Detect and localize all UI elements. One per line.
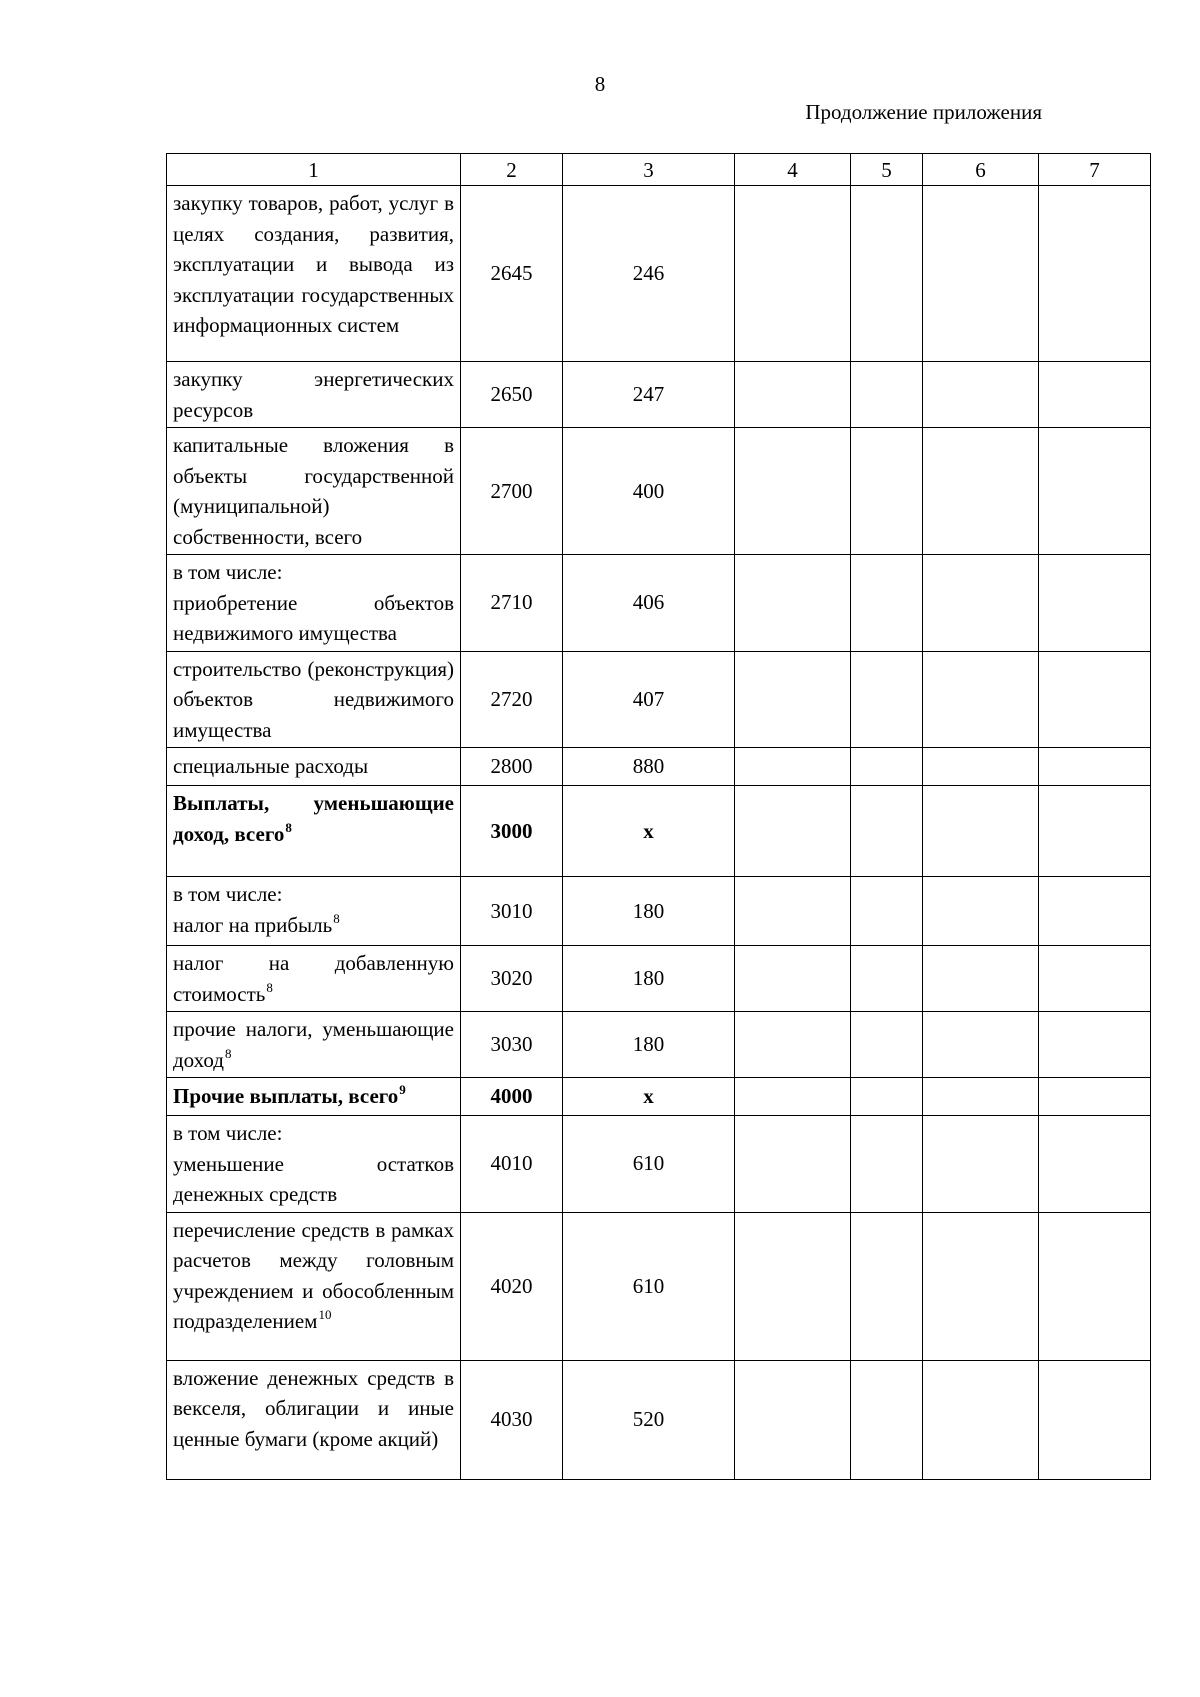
row-label-cell: [167, 1212, 461, 1360]
row-label: [173, 910, 454, 941]
table-row: [167, 748, 1151, 786]
page-number: 8: [594, 72, 606, 96]
row-code-cell: 2650: [461, 362, 563, 428]
row-label: [173, 1149, 454, 1210]
empty-value-cell: [1039, 1116, 1151, 1213]
empty-value-cell: [923, 555, 1039, 652]
empty-value-cell: [923, 1116, 1039, 1213]
table-row: [167, 1012, 1151, 1078]
row-code-cell: 2645: [461, 186, 563, 362]
row-label: [173, 751, 454, 782]
row-code3-cell: 520: [563, 1360, 735, 1479]
table-row: [167, 877, 1151, 946]
table-row: [167, 362, 1151, 428]
row-label: [173, 588, 454, 649]
row-label-text: налог на прибыль: [173, 912, 333, 937]
row-label-text: вложение денежных средств в векселя, облигации и иные ценные бумаги (кроме акций): [173, 1365, 454, 1451]
empty-value-cell: [923, 1212, 1039, 1360]
row-label: [173, 1363, 454, 1455]
table-row: [167, 1360, 1151, 1479]
footnote-ref: 8: [224, 1045, 232, 1061]
row-code-cell: 2800: [461, 748, 563, 786]
empty-value-cell: [851, 1212, 923, 1360]
empty-value-cell: [1039, 362, 1151, 428]
header-row: [167, 154, 1151, 186]
row-label-text: Выплаты, уменьшающие доход, всего: [173, 791, 454, 846]
table-row: [167, 946, 1151, 1012]
report-table: [166, 153, 1151, 1480]
column-header: 4: [735, 154, 851, 186]
row-label-cell: [167, 1360, 461, 1479]
empty-value-cell: [735, 1078, 851, 1116]
table-row: [167, 1212, 1151, 1360]
row-label: [173, 1081, 454, 1112]
empty-value-cell: [735, 946, 851, 1012]
empty-value-cell: [851, 428, 923, 555]
row-label: [173, 430, 454, 552]
row-label-cell: [167, 946, 461, 1012]
empty-value-cell: [923, 1360, 1039, 1479]
row-label-text: Прочие выплаты, всего: [173, 1084, 399, 1109]
row-code3-cell: х: [563, 786, 735, 877]
row-prefix: в том числе:: [173, 560, 283, 584]
row-label-cell: [167, 555, 461, 652]
empty-value-cell: [1039, 1012, 1151, 1078]
row-code-cell: 3000: [461, 786, 563, 877]
empty-value-cell: [923, 1078, 1039, 1116]
column-header: 3: [563, 154, 735, 186]
row-label: [173, 1014, 454, 1075]
row-code-cell: 3020: [461, 946, 563, 1012]
empty-value-cell: [851, 1012, 923, 1078]
table-row: [167, 555, 1151, 652]
empty-value-cell: [851, 1078, 923, 1116]
empty-value-cell: [735, 1116, 851, 1213]
row-code3-cell: 180: [563, 946, 735, 1012]
empty-value-cell: [923, 362, 1039, 428]
empty-value-cell: [735, 1012, 851, 1078]
empty-value-cell: [851, 748, 923, 786]
row-label: [173, 654, 454, 746]
empty-value-cell: [735, 877, 851, 946]
row-label-cell: [167, 428, 461, 555]
row-label-cell: [167, 1078, 461, 1116]
row-code3-cell: 880: [563, 748, 735, 786]
row-label-text: закупку товаров, работ, услуг в целях создания, развития, эксплуатации и вывода из эксплуатации государственных информационных систем: [173, 191, 454, 337]
row-prefix: в том числе:: [173, 1121, 283, 1145]
empty-value-cell: [1039, 946, 1151, 1012]
row-code3-cell: 246: [563, 186, 735, 362]
row-label: [173, 788, 454, 849]
empty-value-cell: [1039, 786, 1151, 877]
empty-value-cell: [1039, 186, 1151, 362]
empty-value-cell: [851, 1116, 923, 1213]
row-label-cell: [167, 651, 461, 748]
empty-value-cell: [923, 428, 1039, 555]
row-label-text: капитальные вложения в объекты государственной (муниципальной) собственности, всего: [173, 433, 454, 549]
row-code-cell: 3030: [461, 1012, 563, 1078]
row-label-text: приобретение объектов недвижимого имущества: [173, 590, 454, 645]
empty-value-cell: [1039, 1360, 1151, 1479]
table-row: [167, 786, 1151, 877]
empty-value-cell: [851, 877, 923, 946]
empty-value-cell: [1039, 555, 1151, 652]
empty-value-cell: [923, 786, 1039, 877]
row-label: [173, 188, 454, 341]
row-code3-cell: 407: [563, 651, 735, 748]
row-code3-cell: 400: [563, 428, 735, 555]
row-label-cell: [167, 1012, 461, 1078]
row-code3-cell: 406: [563, 555, 735, 652]
footnote-ref: 10: [318, 1307, 332, 1322]
column-header: 2: [461, 154, 563, 186]
row-label-cell: [167, 748, 461, 786]
empty-value-cell: [1039, 651, 1151, 748]
row-code-cell: 4020: [461, 1212, 563, 1360]
row-code3-cell: 180: [563, 877, 735, 946]
column-header: 1: [167, 154, 461, 186]
row-label-cell: [167, 186, 461, 362]
row-label-text: уменьшение остатков денежных средств: [173, 1151, 454, 1206]
table-row: [167, 651, 1151, 748]
row-code3-cell: 610: [563, 1116, 735, 1213]
row-code-cell: 4030: [461, 1360, 563, 1479]
empty-value-cell: [1039, 877, 1151, 946]
row-code-cell: 2700: [461, 428, 563, 555]
empty-value-cell: [735, 362, 851, 428]
empty-value-cell: [735, 1360, 851, 1479]
row-code3-cell: 610: [563, 1212, 735, 1360]
footnote-ref: 8: [266, 979, 273, 995]
empty-value-cell: [923, 1012, 1039, 1078]
empty-value-cell: [735, 786, 851, 877]
empty-value-cell: [923, 748, 1039, 786]
continuation-note: Продолжение приложения: [805, 100, 1042, 124]
row-label-text: налог на добавленную стоимость: [173, 951, 454, 1006]
empty-value-cell: [1039, 748, 1151, 786]
empty-value-cell: [851, 186, 923, 362]
row-code-cell: 4000: [461, 1078, 563, 1116]
row-label-cell: [167, 1116, 461, 1213]
empty-value-cell: [923, 946, 1039, 1012]
row-label-cell: [167, 877, 461, 946]
row-label: [173, 948, 454, 1009]
row-label-cell: [167, 362, 461, 428]
empty-value-cell: [851, 651, 923, 748]
row-code-cell: 3010: [461, 877, 563, 946]
column-header: 7: [1039, 154, 1151, 186]
empty-value-cell: [1039, 428, 1151, 555]
empty-value-cell: [851, 786, 923, 877]
empty-value-cell: [851, 555, 923, 652]
column-header: 5: [851, 154, 923, 186]
empty-value-cell: [923, 877, 1039, 946]
empty-value-cell: [1039, 1078, 1151, 1116]
row-label-cell: [167, 786, 461, 877]
empty-value-cell: [735, 748, 851, 786]
row-label: [173, 364, 454, 425]
row-label: [173, 1215, 454, 1337]
footnote-ref: 8: [333, 910, 340, 926]
empty-value-cell: [735, 1212, 851, 1360]
empty-value-cell: [735, 651, 851, 748]
row-code-cell: 2710: [461, 555, 563, 652]
row-label-text: прочие налоги, уменьшающие доход: [173, 1017, 454, 1072]
row-code-cell: 4010: [461, 1116, 563, 1213]
row-code-cell: 2720: [461, 651, 563, 748]
empty-value-cell: [1039, 1212, 1151, 1360]
row-label-text: перечисление средств в рамках расчетов между головным учреждением и обособленным подразделением: [173, 1217, 454, 1333]
row-code3-cell: 180: [563, 1012, 735, 1078]
empty-value-cell: [851, 946, 923, 1012]
empty-value-cell: [923, 186, 1039, 362]
empty-value-cell: [851, 1360, 923, 1479]
empty-value-cell: [735, 186, 851, 362]
row-code3-cell: х: [563, 1078, 735, 1116]
row-prefix: в том числе:: [173, 882, 283, 906]
row-code3-cell: 247: [563, 362, 735, 428]
row-label-text: закупку энергетических ресурсов: [173, 367, 454, 422]
footnote-ref: 8: [285, 819, 292, 835]
table-row: [167, 1116, 1151, 1213]
table-body: [167, 186, 1151, 1480]
table-row: [167, 1078, 1151, 1116]
empty-value-cell: [735, 555, 851, 652]
empty-value-cell: [923, 651, 1039, 748]
table-row: [167, 428, 1151, 555]
empty-value-cell: [735, 428, 851, 555]
row-label-text: специальные расходы: [173, 754, 369, 779]
footnote-ref: 9: [399, 1082, 406, 1098]
row-label-text: строительство (реконструкция) объектов недвижимого имущества: [173, 656, 454, 742]
table-row: [167, 186, 1151, 362]
empty-value-cell: [851, 362, 923, 428]
column-header: 6: [923, 154, 1039, 186]
